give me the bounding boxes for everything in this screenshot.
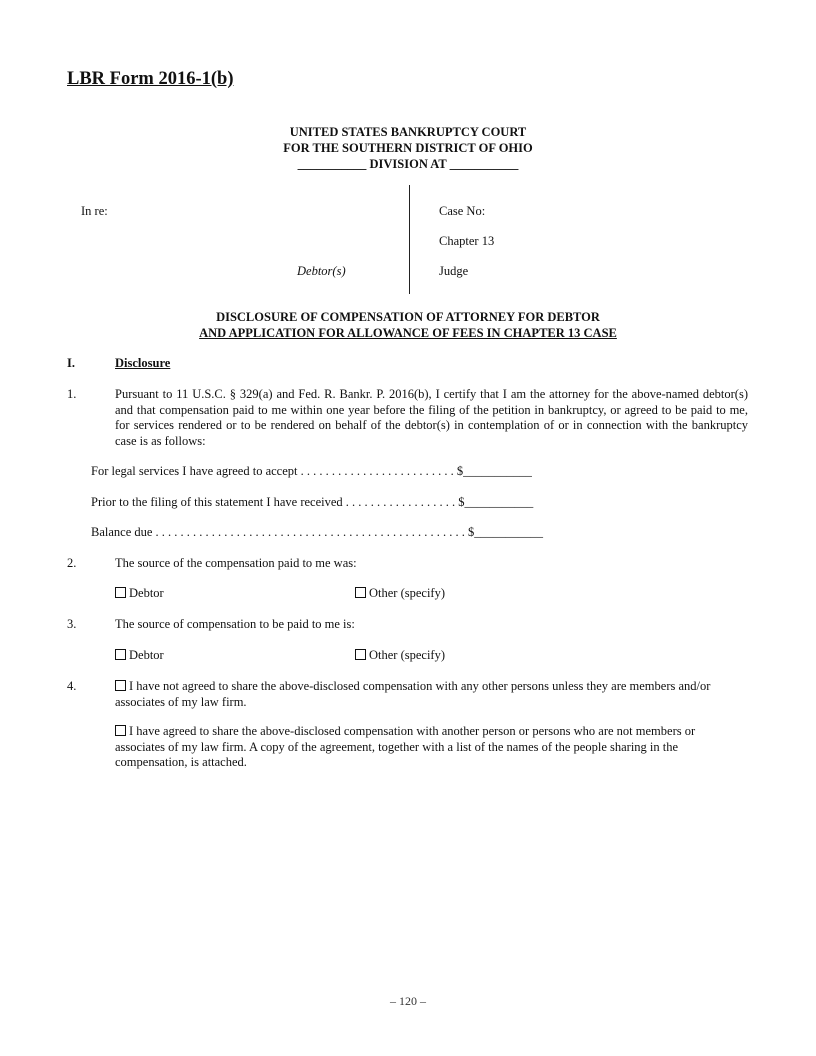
- document-subtitle: AND APPLICATION FOR ALLOWANCE OF FEES IN CHAPTER 13 CASE: [199, 326, 617, 340]
- item-3-number: 3.: [67, 617, 77, 631]
- item-2-number: 2.: [67, 556, 77, 570]
- debtor-label: Debtor(s): [297, 264, 346, 278]
- item-3-option-debtor[interactable]: [115, 648, 164, 663]
- caption-divider: [409, 185, 410, 294]
- form-id: LBR Form 2016-1(b): [67, 69, 234, 89]
- section-number: I.: [67, 356, 75, 370]
- item-3-option-other[interactable]: [355, 648, 445, 663]
- item-2-option-debtor[interactable]: [115, 586, 164, 601]
- checkbox-icon[interactable]: [115, 725, 126, 736]
- item-4-option-b[interactable]: [115, 724, 737, 771]
- item-3-option-other-label: Other (specify): [369, 648, 446, 662]
- item-2-option-other[interactable]: [355, 586, 445, 601]
- in-re-label: In re:: [81, 204, 108, 218]
- court-division: ___________ DIVISION AT ___________: [297, 157, 519, 171]
- court-district: FOR THE SOUTHERN DISTRICT OF OHIO: [283, 141, 533, 155]
- item-4-option-a[interactable]: [115, 679, 725, 710]
- chapter-label: Chapter 13: [439, 234, 495, 248]
- case-no-label: Case No:: [439, 204, 486, 218]
- item-2-option-debtor-label: Debtor: [129, 586, 164, 600]
- page-number: – 120 –: [390, 994, 426, 1008]
- checkbox-icon[interactable]: [355, 587, 366, 598]
- checkbox-icon[interactable]: [115, 680, 126, 691]
- fee-received-row: Prior to the filing of this statement I have received . . . . . . . . . . . . . . . . . . $___________: [91, 495, 534, 509]
- item-4-option-b-label: I have agreed to share the above-disclosed compensation with another person or persons who are not members or associates of my law firm. A copy of the agreement, together with a list of the names of the people sharing in the compensation, is attached.: [115, 724, 696, 769]
- item-2-option-other-label: Other (specify): [369, 586, 446, 600]
- item-1-text: Pursuant to 11 U.S.C. § 329(a) and Fed. R. Bankr. P. 2016(b), I certify that I am the attorney for the above-named debtor(s) and that compensation paid to me within one year before the filing of the petition in bankruptcy, or agreed to be paid to me, for services rendered or to be rendered on behalf of the debtor(s) in contemplation of or in connection with the bankruptcy case is as follows:: [115, 387, 748, 448]
- fee-balance-row: Balance due . . . . . . . . . . . . . . . . . . . . . . . . . . . . . . . . . . . . . . . . . . . . . . . . . . $___________: [91, 525, 544, 539]
- checkbox-icon[interactable]: [115, 649, 126, 660]
- section-heading: Disclosure: [115, 356, 171, 370]
- checkbox-icon[interactable]: [115, 587, 126, 598]
- item-3-text: The source of compensation to be paid to me is:: [115, 617, 355, 631]
- item-2-text: The source of the compensation paid to me was:: [115, 556, 357, 570]
- document-title: DISCLOSURE OF COMPENSATION OF ATTORNEY FOR DEBTOR: [216, 310, 600, 324]
- item-4-number: 4.: [67, 679, 77, 693]
- fee-agreed-row: For legal services I have agreed to accept . . . . . . . . . . . . . . . . . . . . . . . . . $___________: [91, 464, 532, 478]
- item-1-number: 1.: [67, 387, 77, 401]
- judge-label: Judge: [439, 264, 469, 278]
- item-4-option-a-label: I have not agreed to share the above-disclosed compensation with any other persons unless they are members and/or associates of my law firm.: [115, 679, 711, 709]
- checkbox-icon[interactable]: [355, 649, 366, 660]
- item-3-option-debtor-label: Debtor: [129, 648, 164, 662]
- court-name: UNITED STATES BANKRUPTCY COURT: [289, 125, 527, 139]
